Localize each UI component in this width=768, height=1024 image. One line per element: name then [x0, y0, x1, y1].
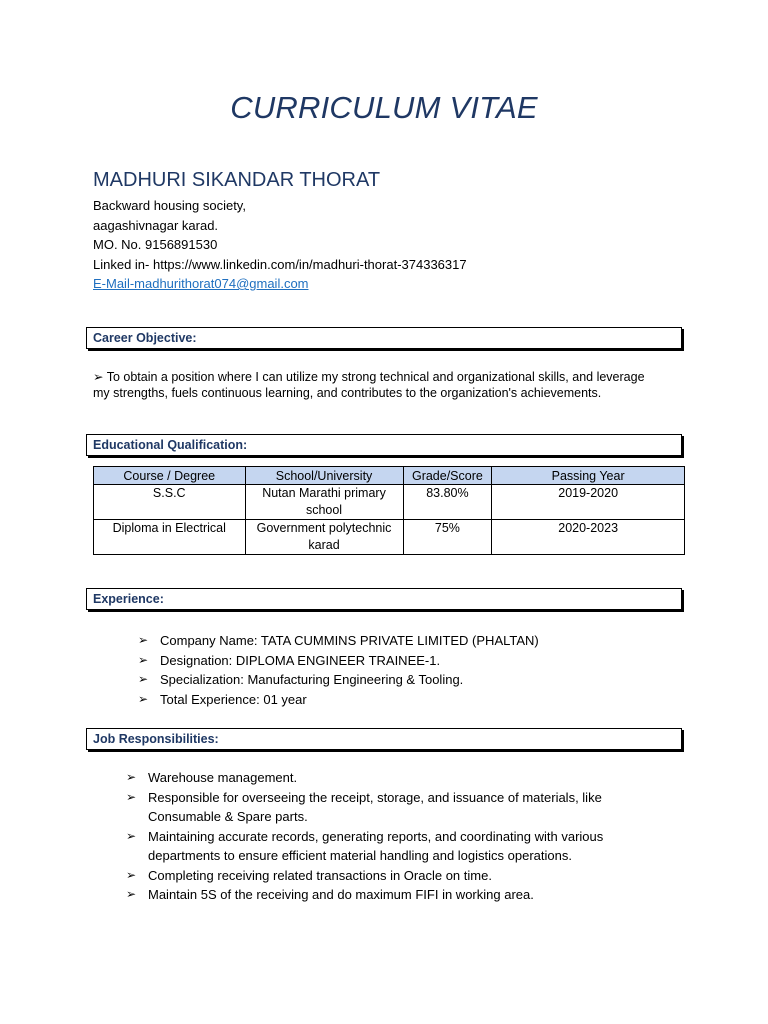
cell-school: Government polytechnic karad [245, 520, 403, 555]
cell-grade: 83.80% [403, 485, 492, 520]
list-item [126, 768, 646, 788]
list-item [138, 690, 539, 710]
arrow-bullet-icon: ➢ [138, 633, 149, 647]
cell-grade: 75% [403, 520, 492, 555]
responsibility-text: Maintaining accurate records, generating reports, and coordinating with various departments to ensure efficient material handling and logistics operations. [148, 828, 604, 863]
list-item [138, 670, 539, 690]
experience-item-text: Specialization: Manufacturing Engineering & Tooling. [160, 672, 464, 687]
header-year: Passing Year [492, 467, 685, 485]
experience-label: Experience: [93, 592, 164, 606]
education-label: Educational Qualification: [93, 438, 248, 452]
responsibility-text: Completing receiving related transactions in Oracle on time. [148, 867, 492, 883]
arrow-bullet-icon: ➢ [126, 770, 137, 784]
education-table [93, 466, 685, 555]
job-responsibilities-label: Job Responsibilities: [93, 732, 219, 746]
header-school: School/University [245, 467, 403, 485]
job-responsibilities-header [86, 728, 682, 750]
address-line-2: aagashivnagar karad. [93, 217, 219, 233]
responsibility-text: Warehouse management. [148, 770, 298, 785]
list-item [138, 651, 539, 671]
table-row [94, 485, 685, 520]
cell-year: 2020-2023 [492, 520, 685, 555]
header-grade: Grade/Score [403, 467, 492, 485]
header-course: Course / Degree [94, 467, 246, 485]
cell-course: Diploma in Electrical [94, 520, 246, 555]
linkedin-url: Linked in- https://www.linkedin.com/in/madhuri-thorat-374336317 [93, 256, 467, 272]
experience-item-text: Total Experience: 01 year [160, 691, 307, 707]
list-item [138, 631, 539, 651]
email-link[interactable]: E-Mail-madhurithorat074@gmail.com [93, 276, 309, 291]
experience-item-text: Designation: DIPLOMA ENGINEER TRAINEE-1. [160, 652, 441, 668]
candidate-name: MADHURI SIKANDAR THORAT [93, 169, 381, 191]
document-title: CURRICULUM VITAE [230, 90, 538, 125]
experience-list [138, 631, 539, 709]
education-table-header-row [94, 467, 685, 485]
list-item [126, 866, 646, 886]
list-item [126, 827, 646, 866]
experience-item-text: Company Name: TATA CUMMINS PRIVATE LIMITED (PHALTAN) [160, 633, 539, 648]
list-item [126, 885, 646, 905]
experience-header [86, 588, 682, 610]
career-objective-label: Career Objective: [93, 331, 197, 345]
cell-course: S.S.C [94, 485, 246, 520]
cell-year: 2019-2020 [492, 485, 685, 520]
arrow-bullet-icon: ➢ [138, 691, 149, 706]
education-header [86, 434, 682, 456]
career-objective-text: ➢ To obtain a position where I can utilize my strong technical and organizational skills, and leverage my strengths, fuels continuous learning, and contributes to the organization's achievements. [93, 370, 645, 400]
responsibility-text: Maintain 5S of the receiving and do maximum FIFI in working area. [148, 887, 534, 902]
cell-school: Nutan Marathi primary school [245, 485, 403, 520]
list-item [126, 788, 646, 827]
arrow-bullet-icon: ➢ [126, 887, 137, 901]
arrow-bullet-icon: ➢ [138, 672, 149, 686]
arrow-bullet-icon: ➢ [126, 828, 137, 843]
arrow-bullet-icon: ➢ [126, 867, 137, 882]
contact-block [93, 196, 467, 294]
responsibilities-list [126, 768, 646, 905]
mobile-number: MO. No. 9156891530 [93, 237, 218, 252]
responsibility-text: Responsible for overseeing the receipt, storage, and issuance of materials, like Consumable & Spare parts. [148, 789, 602, 824]
table-row [94, 520, 685, 555]
arrow-bullet-icon: ➢ [126, 789, 137, 804]
arrow-bullet-icon: ➢ [138, 652, 149, 667]
address-line-1: Backward housing society, [93, 198, 246, 213]
career-objective-header [86, 327, 682, 349]
